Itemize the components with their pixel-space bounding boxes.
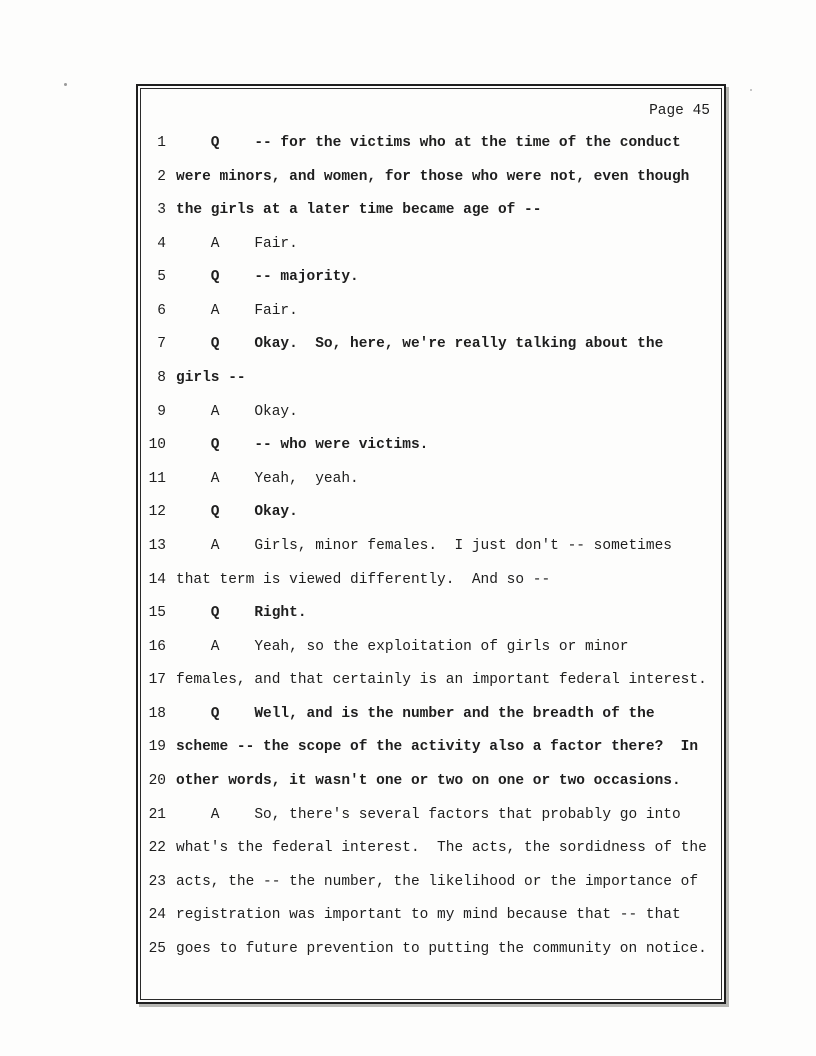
line-text: registration was important to my mind because that -- that xyxy=(176,907,681,924)
transcript-line xyxy=(141,429,721,463)
transcript-line xyxy=(141,396,721,430)
transcript-line xyxy=(141,194,721,228)
transcript-line xyxy=(141,597,721,631)
line-text: A Fair. xyxy=(176,302,298,319)
line-number: 11 xyxy=(148,470,166,487)
line-number: 20 xyxy=(148,772,166,789)
line-text: Q -- majority. xyxy=(176,269,359,286)
line-text: Q -- who were victims. xyxy=(176,437,429,454)
line-number: 10 xyxy=(148,437,166,454)
line-number: 13 xyxy=(148,537,166,554)
line-text: that term is viewed differently. And so -- xyxy=(176,571,551,588)
transcript-frame xyxy=(136,84,726,1004)
transcript-line xyxy=(141,832,721,866)
line-number: 21 xyxy=(148,806,166,823)
line-text: girls -- xyxy=(176,370,246,387)
transcript-line xyxy=(141,228,721,262)
line-number: 24 xyxy=(148,907,166,924)
transcript-line xyxy=(141,564,721,598)
scan-speck xyxy=(64,83,67,86)
line-number: 3 xyxy=(157,202,166,219)
line-number: 7 xyxy=(157,336,166,353)
line-number: 23 xyxy=(148,873,166,890)
line-number: 4 xyxy=(157,235,166,252)
transcript-line xyxy=(141,899,721,933)
line-number: 9 xyxy=(157,403,166,420)
line-text: A Girls, minor females. I just don't -- sometimes xyxy=(176,537,672,554)
line-number: 25 xyxy=(148,940,166,957)
line-number: 18 xyxy=(148,705,166,722)
line-text: what's the federal interest. The acts, the sordidness of the xyxy=(176,840,707,857)
line-number: 22 xyxy=(148,840,166,857)
transcript-line xyxy=(141,295,721,329)
transcript-line xyxy=(141,799,721,833)
line-number: 16 xyxy=(148,638,166,655)
line-text: females, and that certainly is an important federal interest. xyxy=(176,672,707,689)
transcript-line xyxy=(141,664,721,698)
line-number: 6 xyxy=(157,302,166,319)
transcript-line xyxy=(141,463,721,497)
line-number: 12 xyxy=(148,504,166,521)
transcript-line xyxy=(141,765,721,799)
line-text: goes to future prevention to putting the community on notice. xyxy=(176,940,707,957)
line-text: A Yeah, so the exploitation of girls or minor xyxy=(176,638,629,655)
line-text: Q Okay. So, here, we're really talking about the xyxy=(176,336,664,353)
line-text: A So, there's several factors that probably go into xyxy=(176,806,681,823)
transcript-line xyxy=(141,698,721,732)
line-text: scheme -- the scope of the activity also a factor there? In xyxy=(176,739,699,756)
line-text: A Okay. xyxy=(176,403,298,420)
transcript-line xyxy=(141,631,721,665)
line-text: acts, the -- the number, the likelihood or the importance of xyxy=(176,873,699,890)
transcript-line xyxy=(141,496,721,530)
transcript-line xyxy=(141,261,721,295)
transcript-line xyxy=(141,161,721,195)
transcript-line xyxy=(141,328,721,362)
transcript-line xyxy=(141,933,721,967)
line-text: Q Okay. xyxy=(176,504,298,521)
line-number: 15 xyxy=(148,605,166,622)
line-text: the girls at a later time became age of -- xyxy=(176,202,542,219)
transcript-line xyxy=(141,731,721,765)
transcript-line xyxy=(141,362,721,396)
line-number: 14 xyxy=(148,571,166,588)
scan-speck xyxy=(750,89,752,91)
line-number: 19 xyxy=(148,739,166,756)
line-text: A Yeah, yeah. xyxy=(176,470,359,487)
page-number-label: Page 45 xyxy=(649,103,710,119)
line-text: other words, it wasn't one or two on one or two occasions. xyxy=(176,772,681,789)
line-text: Q Right. xyxy=(176,605,307,622)
transcript-lines xyxy=(141,127,721,966)
line-number: 5 xyxy=(157,269,166,286)
line-number: 2 xyxy=(157,168,166,185)
line-text: A Fair. xyxy=(176,235,298,252)
transcript-frame-inner xyxy=(140,88,722,1000)
transcript-line xyxy=(141,866,721,900)
line-number: 1 xyxy=(157,135,166,151)
line-text: were minors, and women, for those who were not, even though xyxy=(176,168,690,185)
line-number: 17 xyxy=(148,672,166,689)
line-text: Q Well, and is the number and the breadth of the xyxy=(176,705,655,722)
line-number: 8 xyxy=(157,370,166,387)
transcript-line xyxy=(141,127,721,161)
transcript-line xyxy=(141,530,721,564)
line-text: Q -- for the victims who at the time of the conduct xyxy=(176,135,681,151)
